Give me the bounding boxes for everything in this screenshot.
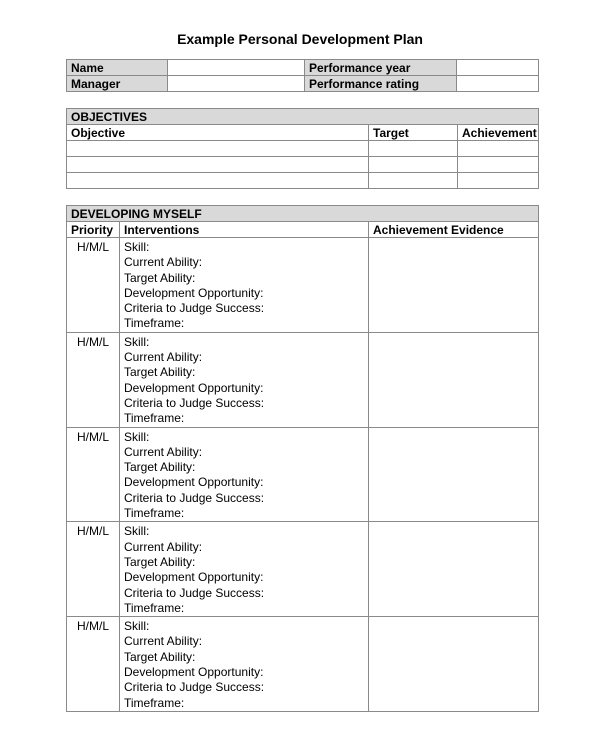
- target-cell[interactable]: [369, 157, 458, 173]
- development-row: [67, 427, 539, 522]
- achievement-cell[interactable]: [458, 157, 539, 173]
- achievement-evidence-header: Achievement Evidence: [369, 222, 539, 238]
- development-opportunity-label: Development Opportunity:: [124, 475, 264, 490]
- performance-year-field[interactable]: [457, 60, 539, 76]
- criteria-label: Criteria to Judge Success:: [124, 680, 265, 695]
- achievement-cell[interactable]: [458, 141, 539, 157]
- achievement-cell[interactable]: [458, 173, 539, 189]
- priority-cell[interactable]: H/M/L: [67, 617, 120, 712]
- skill-label: Skill:: [124, 429, 150, 444]
- timeframe-label: Timeframe:: [124, 411, 185, 426]
- achievement-evidence-cell[interactable]: [369, 522, 539, 617]
- achievement-evidence-cell[interactable]: [369, 332, 539, 427]
- interventions-header: Interventions: [120, 222, 369, 238]
- page-title: Example Personal Development Plan: [177, 31, 423, 47]
- current-ability-label: Current Ability:: [124, 634, 203, 649]
- development-row: [67, 238, 539, 333]
- interventions-cell[interactable]: [120, 332, 369, 427]
- development-opportunity-label: Development Opportunity:: [124, 665, 264, 680]
- current-ability-label: Current Ability:: [124, 255, 203, 270]
- target-ability-label: Target Ability:: [124, 554, 196, 569]
- development-opportunity-label: Development Opportunity:: [124, 380, 264, 395]
- skill-label: Skill:: [124, 240, 150, 254]
- timeframe-label: Timeframe:: [124, 316, 185, 331]
- skill-label: Skill:: [124, 334, 150, 349]
- interventions-cell[interactable]: [120, 617, 369, 712]
- developing-section-label: DEVELOPING MYSELF: [67, 206, 539, 222]
- objective-row: [67, 173, 539, 189]
- info-row-2: [67, 76, 539, 92]
- objective-cell[interactable]: [67, 173, 369, 189]
- priority-cell[interactable]: H/M/L: [67, 522, 120, 617]
- criteria-label: Criteria to Judge Success:: [124, 585, 265, 600]
- priority-header: Priority: [67, 222, 120, 238]
- timeframe-label: Timeframe:: [124, 600, 185, 615]
- development-row: [67, 617, 539, 712]
- skill-label: Skill:: [124, 524, 150, 539]
- current-ability-label: Current Ability:: [124, 444, 203, 459]
- achievement-evidence-cell[interactable]: [369, 617, 539, 712]
- developing-section-row: [67, 206, 539, 222]
- interventions-cell[interactable]: [120, 238, 369, 333]
- manager-field[interactable]: [168, 76, 305, 92]
- priority-cell[interactable]: H/M/L: [67, 427, 120, 522]
- objectives-section-label: OBJECTIVES: [67, 109, 539, 125]
- skill-label: Skill:: [124, 619, 150, 634]
- target-cell[interactable]: [369, 173, 458, 189]
- objectives-table: [66, 108, 539, 189]
- objective-cell[interactable]: [67, 157, 369, 173]
- objectives-section-row: [67, 109, 539, 125]
- development-opportunity-label: Development Opportunity:: [124, 285, 264, 300]
- performance-rating-label: Performance rating: [305, 76, 457, 92]
- objectives-header-row: [67, 125, 539, 141]
- objective-header: Objective: [67, 125, 369, 141]
- priority-cell[interactable]: H/M/L: [67, 238, 120, 333]
- target-cell[interactable]: [369, 141, 458, 157]
- target-ability-label: Target Ability:: [124, 365, 196, 380]
- objective-row: [67, 157, 539, 173]
- development-opportunity-label: Development Opportunity:: [124, 570, 264, 585]
- info-row-1: [67, 60, 539, 76]
- achievement-evidence-cell[interactable]: [369, 427, 539, 522]
- development-row: [67, 332, 539, 427]
- target-ability-label: Target Ability:: [124, 649, 196, 664]
- timeframe-label: Timeframe:: [124, 695, 185, 710]
- objective-cell[interactable]: [67, 141, 369, 157]
- priority-cell[interactable]: H/M/L: [67, 332, 120, 427]
- developing-header-row: [67, 222, 539, 238]
- target-ability-label: Target Ability:: [124, 460, 196, 475]
- interventions-cell[interactable]: [120, 522, 369, 617]
- objective-row: [67, 141, 539, 157]
- current-ability-label: Current Ability:: [124, 350, 203, 365]
- manager-label: Manager: [67, 76, 168, 92]
- developing-myself-table: [66, 205, 539, 712]
- criteria-label: Criteria to Judge Success:: [124, 490, 265, 505]
- performance-rating-field[interactable]: [457, 76, 539, 92]
- development-row: [67, 522, 539, 617]
- achievement-header: Achievement: [458, 125, 539, 141]
- target-ability-label: Target Ability:: [124, 270, 196, 285]
- performance-year-label: Performance year: [305, 60, 457, 76]
- interventions-cell[interactable]: [120, 427, 369, 522]
- achievement-evidence-cell[interactable]: [369, 238, 539, 333]
- timeframe-label: Timeframe:: [124, 506, 185, 521]
- name-field[interactable]: [168, 60, 305, 76]
- criteria-label: Criteria to Judge Success:: [124, 395, 265, 410]
- target-header: Target: [369, 125, 458, 141]
- name-label: Name: [67, 60, 168, 76]
- criteria-label: Criteria to Judge Success:: [124, 301, 265, 316]
- info-table: [66, 59, 539, 92]
- current-ability-label: Current Ability:: [124, 539, 203, 554]
